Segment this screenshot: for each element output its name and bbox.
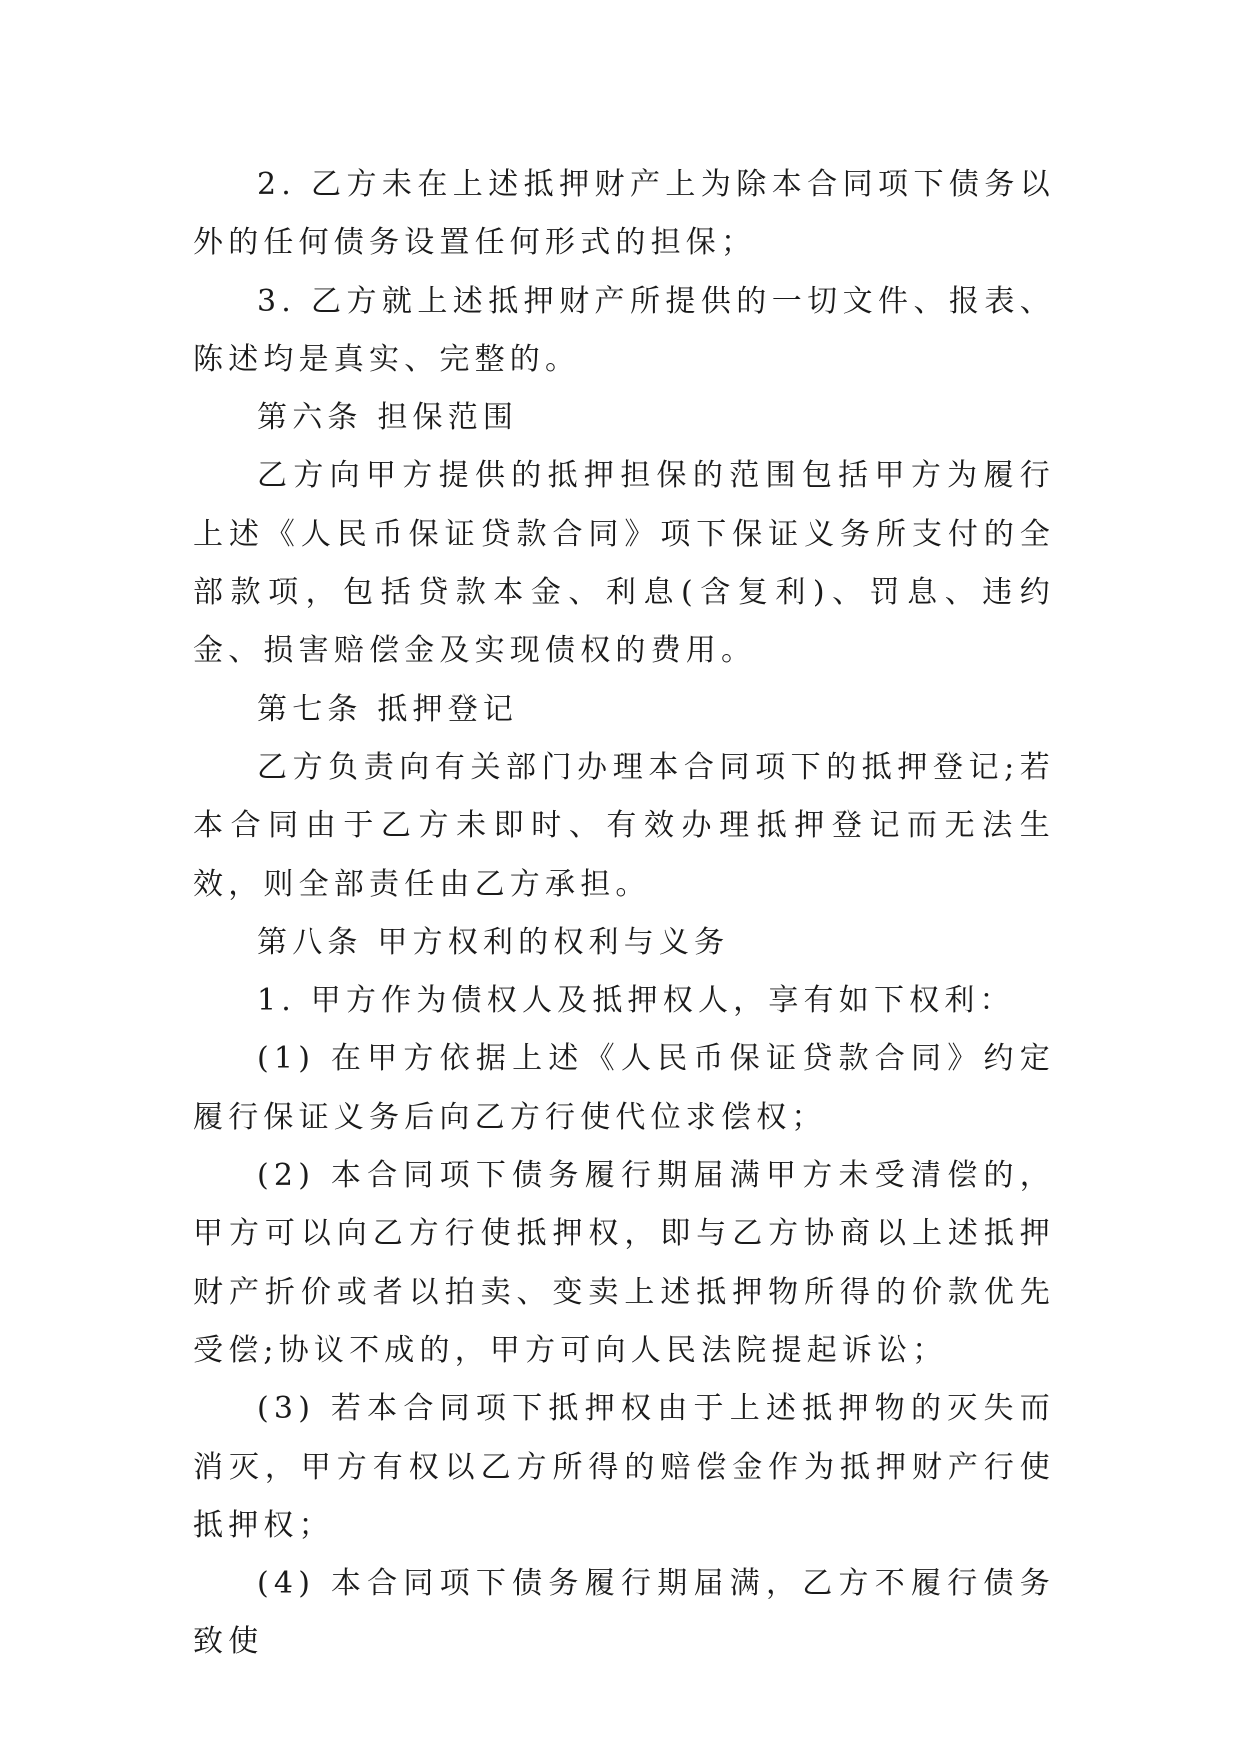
article-8-item-2: (2) 本合同项下债务履行期届满甲方未受清偿的，甲方可以向乙方行使抵押权，即与乙方协商以上述抵押财产折价或者以拍卖、变卖上述抵押物所得的价款优先受偿;协议不成的，甲方可向人民法院提起诉讼； — [193, 1158, 1055, 1368]
article-6-heading: 第六条 担保范围 — [257, 400, 519, 436]
article-6-body: 乙方向甲方提供的抵押担保的范围包括甲方为履行上述《人民币保证贷款合同》项下保证义务所支付的全部款项，包括贷款本金、利息(含复利)、罚息、违约金、损害赔偿金及实现债权的费用。 — [193, 458, 1055, 669]
article-8-clause-1: 1. 甲方作为债权人及抵押权人，享有如下权利： — [257, 983, 1015, 1019]
article-8-item-1: (1) 在甲方依据上述《人民币保证贷款合同》约定履行保证义务后向乙方行使代位求偿权； — [193, 1041, 1055, 1135]
article-7-heading: 第七条 抵押登记 — [257, 691, 519, 727]
paragraph-clause-3: 3. 乙方就上述抵押财产所提供的一切文件、报表、陈述均是真实、完整的。 — [193, 283, 1055, 377]
paragraph-clause-2: 2. 乙方未在上述抵押财产上为除本合同项下债务以外的任何债务设置任何形式的担保； — [193, 167, 1055, 261]
article-8-item-3: (3) 若本合同项下抵押权由于上述抵押物的灭失而消灭，甲方有权以乙方所得的赔偿金作为抵押财产行使抵押权； — [193, 1391, 1055, 1543]
article-7-body: 乙方负责向有关部门办理本合同项下的抵押登记;若本合同由于乙方未即时、有效办理抵押登记而无法生效，则全部责任由乙方承担。 — [193, 749, 1055, 902]
document-body — [193, 156, 1055, 1672]
article-8-item-4: (4) 本合同项下债务履行期届满，乙方不履行债务致使 — [193, 1566, 1055, 1660]
article-8-heading: 第八条 甲方权利的权利与义务 — [257, 924, 730, 960]
